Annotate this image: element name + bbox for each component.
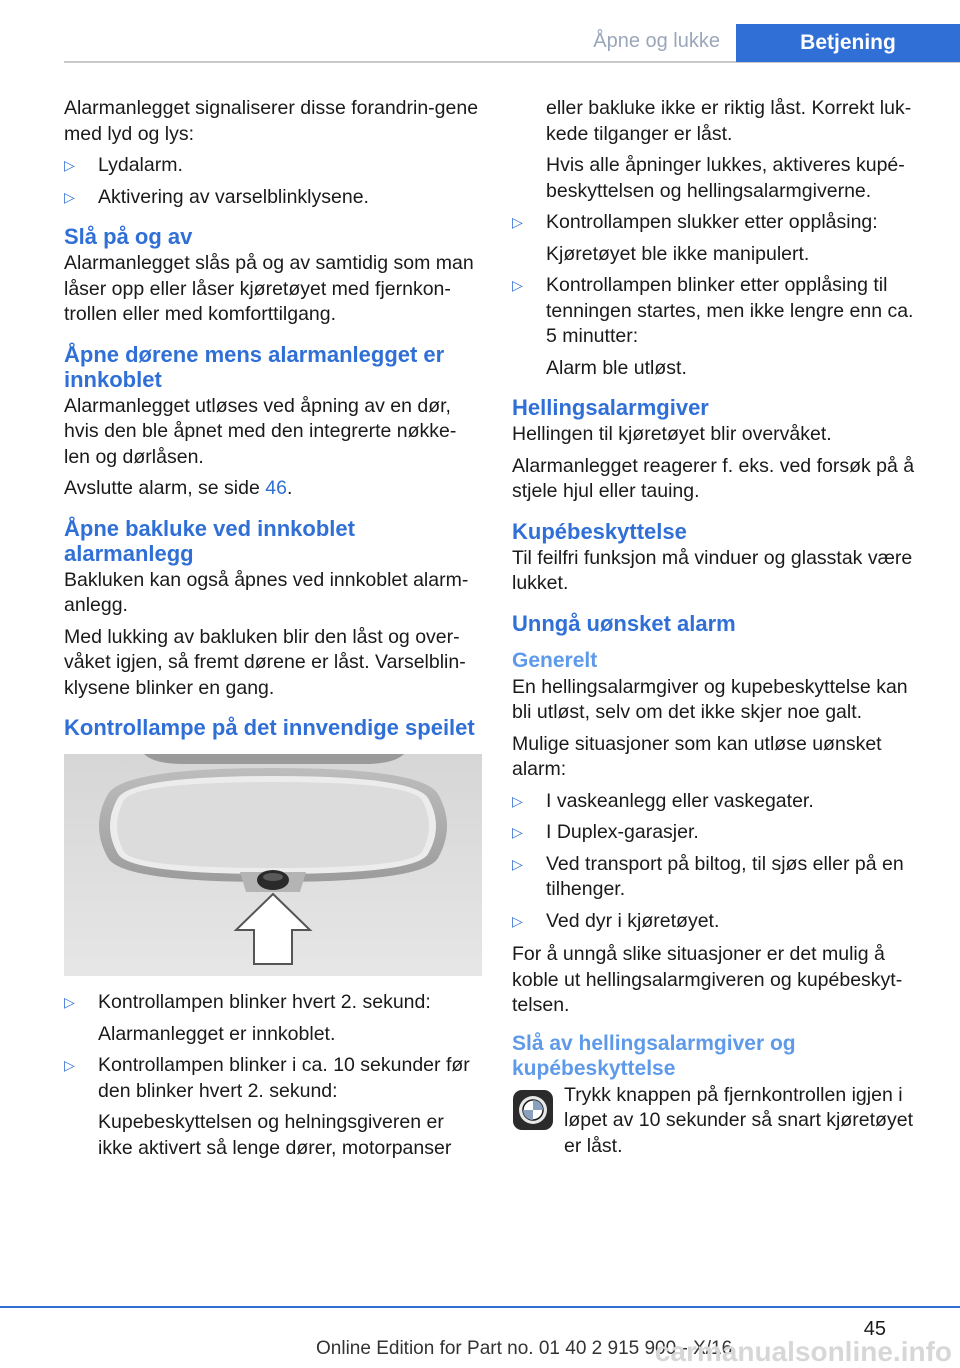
paragraph-generelt-3: For å unngå slike situasjoner er det mulig å koble ut hellingsalarmgiveren og kupébeskyt-telsen. — [512, 943, 903, 1016]
bullet-icon: ▷ — [512, 855, 523, 872]
footer-rule — [0, 1306, 960, 1308]
list-item-text: I vaskeanlegg eller vaskegater. — [546, 789, 814, 812]
paragraph-bakluke-2: Med lukking av bakluken blir den låst og over-våket igjen, så fremt dørene er låst. Varselblin-klysene blinker en gang. — [64, 625, 466, 699]
list-item-text: Ved dyr i kjøretøyet. — [546, 909, 720, 932]
list-item-text: I Duplex-garasjer. — [546, 821, 699, 843]
avslutte-end: . — [286, 477, 293, 499]
bullet-icon: ▷ — [64, 994, 75, 1010]
key-instruction — [512, 1083, 924, 1160]
list-item-sub: Kupebeskyttelsen og helningsgiveren er ikke aktivert så lenge dører, motorpanser — [98, 1111, 452, 1159]
kontrollampe-list-cont — [512, 210, 924, 381]
bullet-icon: ▷ — [512, 792, 523, 809]
intro-list — [64, 153, 482, 210]
paragraph-bakluke-1: Bakluken kan også åpnes ved innkoblet alarm-anlegg. — [64, 568, 469, 616]
bullet-icon: ▷ — [512, 277, 523, 293]
page-number: 45 — [863, 1318, 886, 1340]
heading-sla-av: Slå av hellingsalarmgiver og kupébeskyttelse — [512, 1031, 796, 1080]
list-item — [64, 153, 482, 179]
paragraph-helling-2: Alarmanlegget reagerer f. eks. ved forsøk på å stjele hjul eller tauing. — [512, 454, 915, 502]
heading-kupebeskyttelse: Kupébeskyttelse — [512, 518, 687, 544]
heading-bakluke: Åpne bakluke ved innkoblet alarmanlegg — [64, 515, 355, 566]
bullet-icon: ▷ — [64, 157, 75, 173]
bmw-key-icon — [512, 1089, 554, 1131]
list-item-text: Lydalarm. — [98, 154, 183, 176]
paragraph-sla: Alarmanlegget slås på og av samtidig som man låser opp eller låser kjøretøyet med fjernkon-trollen eller med komforttilgang. — [64, 252, 474, 325]
right-column — [512, 96, 924, 1165]
mirror-illustration — [64, 754, 482, 976]
heading-apne-dorene: Åpne dørene mens alarmanlegget er innkoblet — [64, 341, 445, 392]
list-item-text: Kontrollampen blinker i ca. 10 sekunder før den blinker hvert 2. sekund: — [98, 1054, 470, 1102]
list-item — [512, 852, 924, 903]
bullet-icon: ▷ — [64, 188, 75, 205]
heading-generelt: Generelt — [512, 648, 598, 672]
heading-unnga-alarm: Unngå uønsket alarm — [512, 610, 736, 636]
situation-list — [512, 789, 924, 935]
paragraph-apne-dorene: Alarmanlegget utløses ved åpning av en dør, hvis den ble åpnet med den integrerte nøkke-len og dørlåsen. — [64, 394, 457, 468]
list-item — [512, 273, 924, 381]
paragraph-generelt-1: En hellingsalarmgiver og kupebeskyttelse kan bli utløst, selv om det ikke skjer noe galt. — [512, 675, 908, 723]
list-item-text: Ved transport på biltog, til sjøs eller på en tilhenger. — [546, 852, 904, 900]
avslutte-text: Avslutte alarm, se side — [64, 477, 266, 499]
list-item-sub: Alarmanlegget er innkoblet. — [98, 1022, 336, 1045]
intro-paragraph: Alarmanlegget signaliserer disse forandrin-gene med lyd og lys: — [64, 97, 479, 145]
heading-kontrollampe: Kontrollampe på det innvendige speilet — [64, 715, 475, 740]
list-item-text: Kontrollampen blinker etter opplåsing til tenningen startes, men ikke lengre enn ca. 5 minutter: — [546, 274, 914, 347]
bullet-icon: ▷ — [512, 912, 523, 929]
list-item — [512, 909, 924, 935]
list-item-text: Aktivering av varselblinklysene. — [98, 185, 369, 208]
bullet-icon: ▷ — [512, 214, 523, 230]
paragraph-kupe: Til feilfri funksjon må vinduer og glasstak være lukket. — [512, 546, 913, 594]
edition-text: Online Edition for Part no. 01 40 2 915 900 - X/16 — [316, 1338, 733, 1359]
watermark: carmanualsonline.info — [654, 1336, 952, 1367]
continued-paragraph-2: Hvis alle åpninger lukkes, aktiveres kupé-beskyttelsen og hellingsalarmgiverne. — [546, 154, 905, 202]
bullet-icon: ▷ — [512, 824, 523, 840]
list-item — [512, 210, 924, 267]
list-item-text: Kontrollampen slukker etter opplåsing: — [546, 211, 878, 233]
paragraph-avslutte-alarm — [64, 476, 482, 502]
page-link[interactable]: 46 — [265, 477, 287, 499]
paragraph-helling-1: Hellingen til kjøretøyet blir overvåket. — [512, 423, 832, 445]
header-section-title: Åpne og lukke — [593, 30, 720, 52]
list-item-sub: Alarm ble utløst. — [546, 356, 687, 379]
list-item — [64, 1053, 482, 1161]
list-item-sub: Kjøretøyet ble ikke manipulert. — [546, 242, 810, 265]
heading-sla-pa-og-av: Slå på og av — [64, 224, 193, 249]
heading-hellingsalarmgiver: Hellingsalarmgiver — [512, 395, 709, 420]
list-item — [512, 789, 924, 815]
list-item-text: Kontrollampen blinker hvert 2. sekund: — [98, 991, 431, 1013]
continued-paragraph: eller bakluke ikke er riktig låst. Korrekt luk-kede tilganger er låst. — [546, 97, 912, 145]
list-item — [512, 820, 924, 846]
header-chapter-tab: Betjening — [736, 24, 960, 62]
list-item — [64, 990, 482, 1047]
kontrollampe-list — [64, 990, 482, 1161]
paragraph-sla-av: Trykk knappen på fjernkontrollen igjen i løpet av 10 sekunder så snart kjøretøyet er låst. — [564, 1083, 913, 1157]
bullet-icon: ▷ — [64, 1057, 75, 1073]
paragraph-generelt-2: Mulige situasjoner som kan utløse uønsket alarm: — [512, 732, 882, 780]
left-column — [64, 96, 482, 1169]
list-item — [64, 185, 482, 211]
